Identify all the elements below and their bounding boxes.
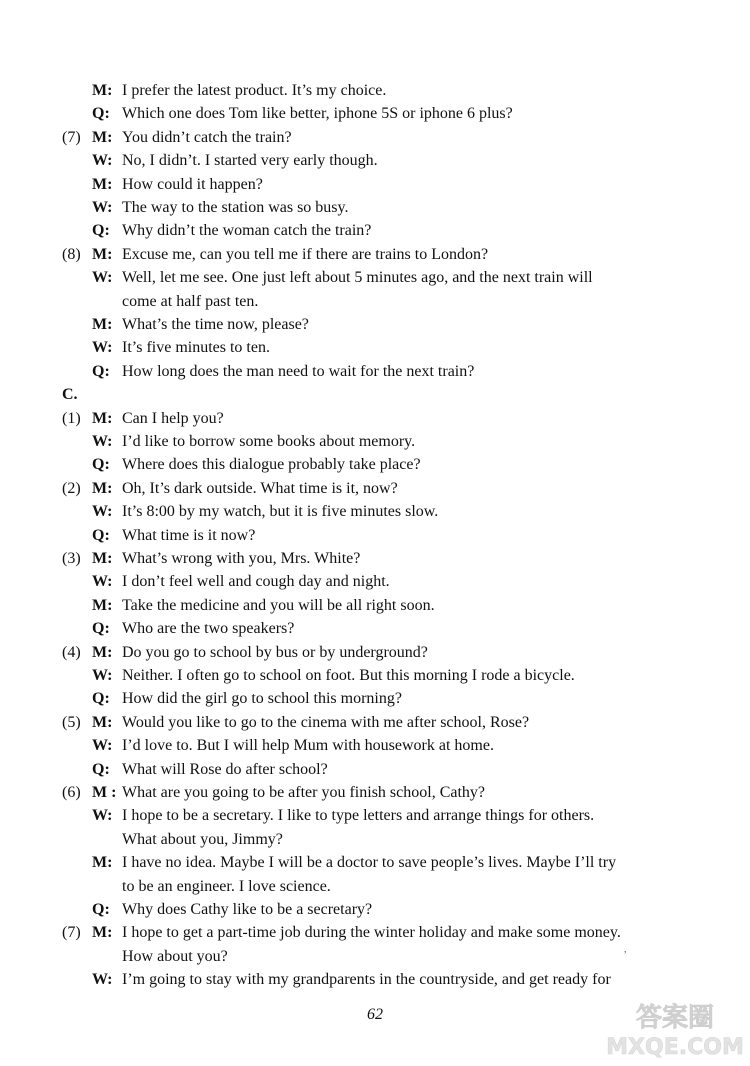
line-text: Why didn’t the woman catch the train? xyxy=(122,222,372,239)
speaker-label: Q: xyxy=(92,761,110,778)
speaker-label: M: xyxy=(92,714,113,731)
speaker-label: W: xyxy=(92,667,113,684)
speaker-label: W: xyxy=(92,737,113,754)
speaker-label: W: xyxy=(92,503,113,520)
line-text: It’s five minutes to ten. xyxy=(122,339,270,356)
item-number: (4) xyxy=(62,644,81,661)
speaker-label: M : xyxy=(92,784,117,801)
line-text: I have no idea. Maybe I will be a doctor to save people’s lives. Maybe I’ll try xyxy=(122,854,617,871)
line-text: What about you, Jimmy? xyxy=(122,831,283,848)
watermark-bottom-text: MXQE.COM xyxy=(606,1035,744,1060)
line-text: Where does this dialogue probably take place? xyxy=(122,456,421,473)
page-number: 62 xyxy=(367,1006,383,1023)
speaker-label: W: xyxy=(92,269,113,286)
line-text: Can I help you? xyxy=(122,410,224,427)
speaker-label: W: xyxy=(92,807,113,824)
item-number: (3) xyxy=(62,550,81,567)
speaker-label: Q: xyxy=(92,363,110,380)
line-text: Why does Cathy like to be a secretary? xyxy=(122,901,373,918)
speaker-label: Q: xyxy=(92,456,110,473)
line-text: to be an engineer. I love science. xyxy=(122,878,331,895)
line-text: Who are the two speakers? xyxy=(122,620,295,637)
item-number: (8) xyxy=(62,246,81,263)
speaker-label: M: xyxy=(92,129,113,146)
line-text: come at half past ten. xyxy=(122,293,259,310)
speaker-label: M: xyxy=(92,550,113,567)
speaker-label: Q: xyxy=(92,620,110,637)
line-text: How could it happen? xyxy=(122,176,263,193)
line-text: What’s wrong with you, Mrs. White? xyxy=(122,550,361,567)
speaker-label: Q: xyxy=(92,690,110,707)
line-text: Neither. I often go to school on foot. But this morning I rode a bicycle. xyxy=(122,667,575,684)
item-number: (6) xyxy=(62,784,81,801)
line-text: I hope to get a part-time job during the winter holiday and make some money. xyxy=(122,924,621,941)
line-text: I hope to be a secretary. I like to type letters and arrange things for others. xyxy=(122,807,595,824)
line-text: Oh, It’s dark outside. What time is it, now? xyxy=(122,480,398,497)
speaker-label: Q: xyxy=(92,105,110,122)
line-text: You didn’t catch the train? xyxy=(122,129,292,146)
speaker-label: W: xyxy=(92,339,113,356)
speaker-label: M: xyxy=(92,480,113,497)
line-text: What are you going to be after you finish school, Cathy? xyxy=(122,784,486,801)
speaker-label: M: xyxy=(92,924,113,941)
line-text: Would you like to go to the cinema with me after school, Rose? xyxy=(122,714,530,731)
speaker-label: M: xyxy=(92,854,113,871)
line-text: I don’t feel well and cough day and night. xyxy=(122,573,390,590)
speaker-label: M: xyxy=(92,597,113,614)
item-number: (7) xyxy=(62,924,81,941)
line-text: What’s the time now, please? xyxy=(122,316,309,333)
line-text: What time is it now? xyxy=(122,527,256,544)
line-text: Which one does Tom like better, iphone 5S or iphone 6 plus? xyxy=(122,105,513,122)
line-text: Well, let me see. One just left about 5 minutes ago, and the next train will xyxy=(122,269,593,286)
line-text: I prefer the latest product. It’s my choice. xyxy=(122,82,387,99)
speaker-label: W: xyxy=(92,971,113,988)
watermark-top-text: 答案圈 xyxy=(635,1003,715,1033)
speaker-label: W: xyxy=(92,573,113,590)
line-text: I’d like to borrow some books about memory. xyxy=(122,433,416,450)
speaker-label: M: xyxy=(92,246,113,263)
line-text: Excuse me, can you tell me if there are trains to London? xyxy=(122,246,489,263)
line-text: How about you? xyxy=(122,948,228,965)
speaker-label: W: xyxy=(92,199,113,216)
item-number: (7) xyxy=(62,129,81,146)
section-heading: C. xyxy=(62,386,78,403)
speaker-label: Q: xyxy=(92,222,110,239)
speaker-label: Q: xyxy=(92,901,110,918)
item-number: (1) xyxy=(62,410,81,427)
line-text: Take the medicine and you will be all right soon. xyxy=(122,597,435,614)
line-text: I’m going to stay with my grandparents in the countryside, and get ready for xyxy=(122,971,611,988)
line-text: How long does the man need to wait for the next train? xyxy=(122,363,475,380)
line-text: No, I didn’t. I started very early though. xyxy=(122,152,378,169)
line-text: Do you go to school by bus or by underground? xyxy=(122,644,428,661)
watermark-logo xyxy=(606,998,744,1060)
stray-mark: , xyxy=(624,944,627,955)
speaker-label: M: xyxy=(92,176,113,193)
speaker-label: M: xyxy=(92,82,113,99)
speaker-label: M: xyxy=(92,644,113,661)
line-text: The way to the station was so busy. xyxy=(122,199,349,216)
speaker-label: Q: xyxy=(92,527,110,544)
item-number: (5) xyxy=(62,714,81,731)
line-text: How did the girl go to school this morning? xyxy=(122,690,402,707)
speaker-label: M: xyxy=(92,316,113,333)
line-text: What will Rose do after school? xyxy=(122,761,328,778)
item-number: (2) xyxy=(62,480,81,497)
line-text: It’s 8:00 by my watch, but it is five minutes slow. xyxy=(122,503,439,520)
speaker-label: W: xyxy=(92,152,113,169)
speaker-label: W: xyxy=(92,433,113,450)
speaker-label: M: xyxy=(92,410,113,427)
line-text: I’d love to. But I will help Mum with housework at home. xyxy=(122,737,494,754)
